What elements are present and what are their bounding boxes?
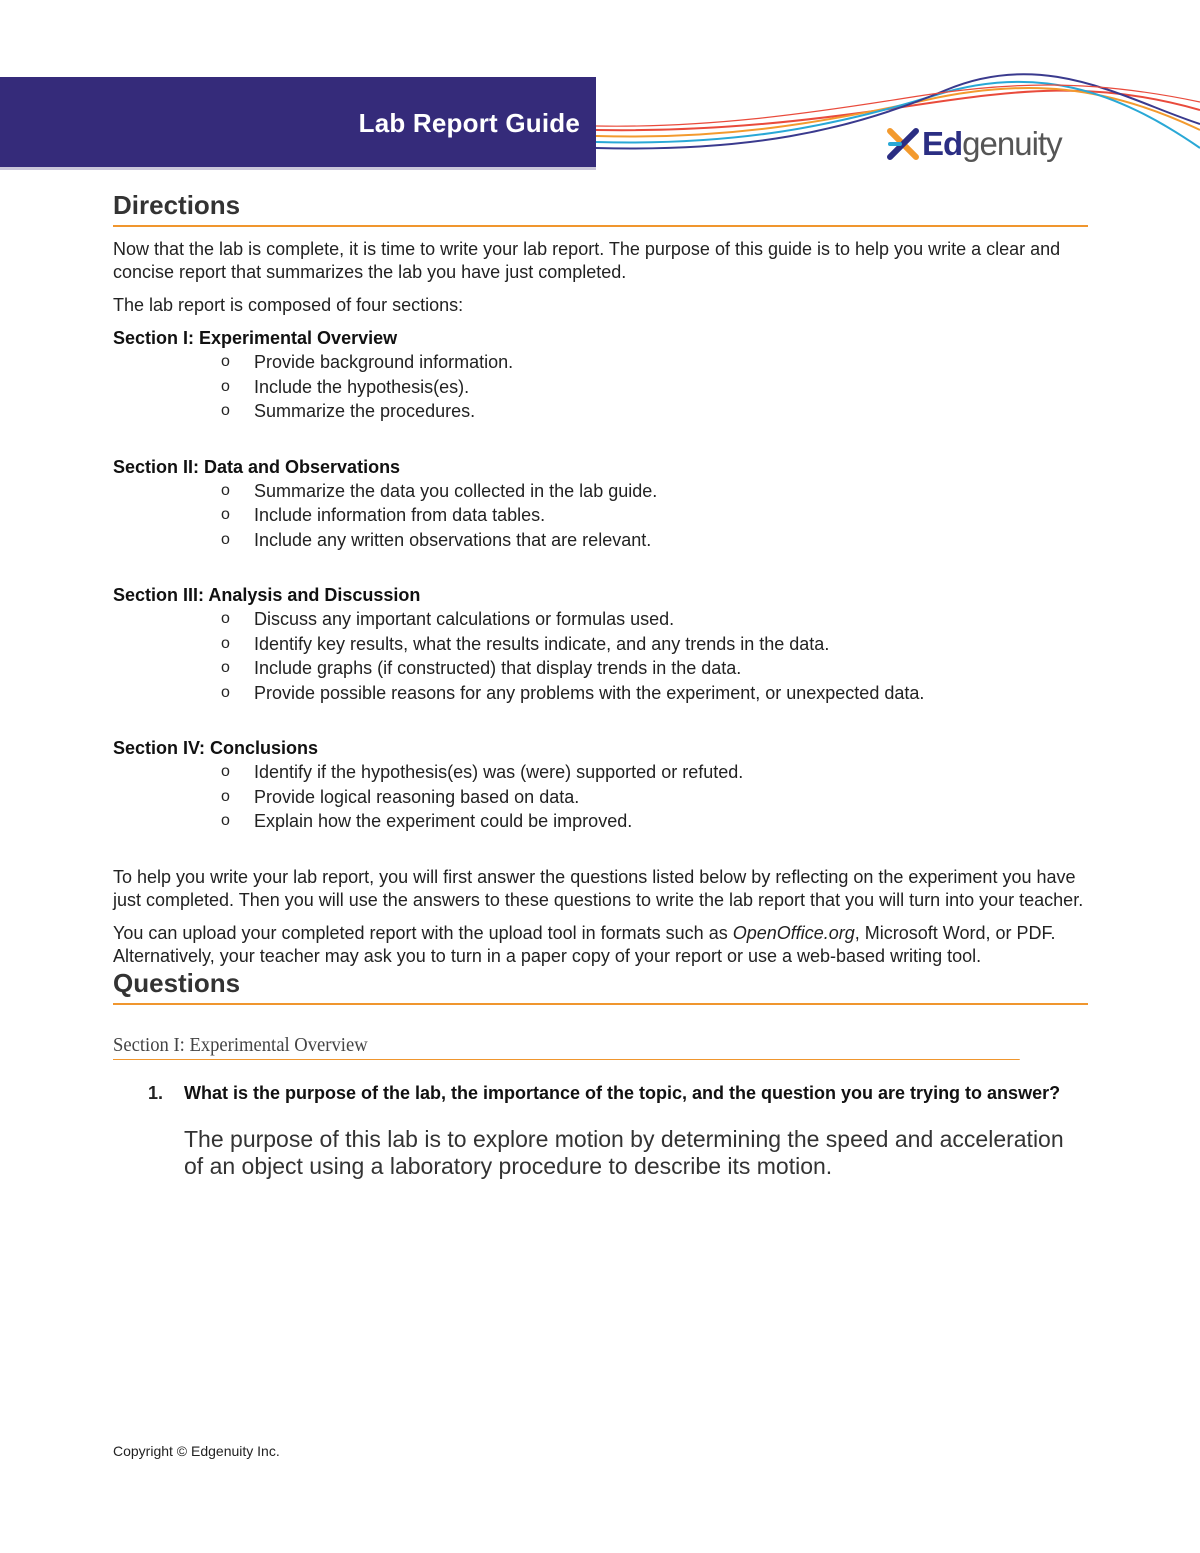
upload-paragraph: You can upload your completed report with the upload tool in formats such as OpenOffice.org, Microsoft Word, or PDF. Alternatively, your teacher may ask you to turn in a paper copy of your report or use a web-based writing tool. [113, 922, 1056, 966]
section-1-title: Section I: Experimental Overview [113, 328, 398, 348]
list-item: o Summarize the procedures. [221, 401, 476, 421]
section-3-title: Section III: Analysis and Discussion [113, 585, 421, 605]
list-item: o Provide possible reasons for any problems with the experiment, or unexpected data. [221, 682, 925, 703]
list-item: o Summarize the data you collected in the lab guide. [221, 480, 658, 501]
questions-subheading: Section I: Experimental Overview [113, 1034, 1020, 1060]
questions-heading: Questions [113, 968, 1088, 1005]
list-item: o Discuss any important calculations or formulas used. [221, 609, 675, 629]
intro-paragraph: Now that the lab is complete, it is time to write your lab report. The purpose of this guide is to help you write a clear and concise report that summarizes the lab you have just completed. [113, 239, 1061, 282]
list-item: o Include the hypothesis(es). [221, 376, 470, 397]
page-title: Lab Report Guide [358, 108, 580, 138]
logo-text: Edgenuity [922, 125, 1062, 162]
help-paragraph: To help you write your lab report, you will first answer the questions listed below by reflecting on the experiment you have just completed. Then you will use the answers to these questions to write the lab report that you will turn into your teacher. [113, 866, 1084, 910]
list-item: o Include graphs (if constructed) that display trends in the data. [221, 658, 742, 678]
list-item: o Include information from data tables. [221, 505, 546, 525]
list-item: o Identify if the hypothesis(es) was (were) supported or refuted. [221, 762, 744, 782]
section-1-list [113, 350, 1088, 424]
answer-text[interactable]: The purpose of this lab is to explore motion by determining the speed and acceleration of an object using a laboratory procedure to describe its motion. [184, 1125, 1064, 1179]
composed-paragraph: The lab report is composed of four sections: [113, 295, 464, 315]
banner-shadow [0, 167, 596, 170]
directions-heading: Directions [113, 190, 1088, 227]
section-2-title: Section II: Data and Observations [113, 456, 401, 477]
list-item: o Explain how the experiment could be improved. [221, 811, 633, 831]
section-4-title: Section IV: Conclusions [113, 738, 319, 758]
section-4-list [113, 760, 1088, 834]
edgenuity-logo [886, 124, 1062, 164]
document-body [113, 190, 1088, 1180]
section-2-list [113, 479, 1088, 553]
copyright: Copyright © Edgenuity Inc. [113, 1443, 280, 1459]
question-text: What is the purpose of the lab, the importance of the topic, and the question you are trying to answer? [184, 1082, 1061, 1103]
edgenuity-x-icon [886, 127, 920, 161]
list-item: o Provide background information. [221, 352, 514, 372]
question-number: 1. [148, 1082, 164, 1103]
section-3-list [113, 607, 1088, 705]
list-item: o Provide logical reasoning based on data. [221, 786, 580, 807]
question-item [113, 1082, 1088, 1105]
list-item: o Identify key results, what the results indicate, and any trends in the data. [221, 633, 830, 654]
header-banner [0, 77, 596, 167]
list-item: o Include any written observations that are relevant. [221, 529, 652, 550]
